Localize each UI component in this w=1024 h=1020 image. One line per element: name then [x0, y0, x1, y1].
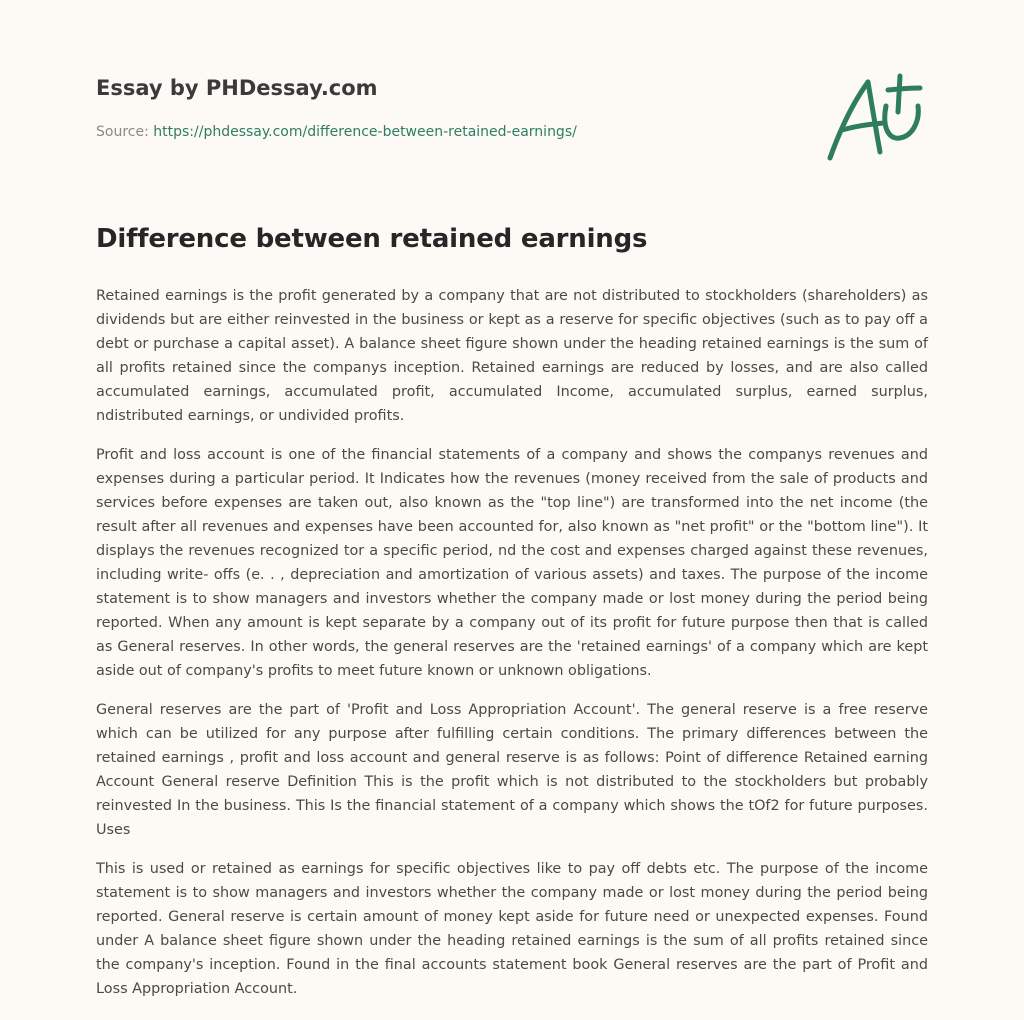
article-body [96, 284, 928, 1016]
source-link[interactable]: https://phdessay.com/difference-between-retained-earnings/ [153, 124, 577, 140]
paragraph-4: This is used or retained as earnings for specific objectives like to pay off debts etc. The purpose of the income statement is to show managers and investors whether the company made or lost money during the period being reported. General reserve is certain amount of money kept aside for future need or unexpected expenses. Found under A balance sheet figure shown under the heading retained earnings is the sum of all profits retained since the company's inception. Found in the final accounts statement book General reserves are the part of Profit and Loss Appropriation Account. [96, 861, 928, 997]
paragraph-2: Profit and loss account is one of the financial statements of a company and shows the companys revenues and expenses during a particular period. It Indicates how the revenues (money received from the sale of products and services before expenses are taken out, also known as the "top line") are transformed into the net income (the result after all revenues and expenses have been accounted for, also known as "net profit" or the "bottom line"). It displays the revenues recognized tor a specific period, nd the cost and expenses charged against these revenues, including write- offs (e. . , depreciation and amortization of various assets) and taxes. The purpose of the income statement is to show managers and investors whether the company made or lost money during the period being reported. When any amount is kept separate by a company out of its profit for future purpose then that is called as General reserves. In other words, the general reserves are the 'retained earnings' of a company which are kept aside out of company's profits to meet future known or unknown obligations. [96, 447, 928, 679]
paragraph-1: Retained earnings is the profit generated by a company that are not distributed to stockholders (shareholders) as dividends but are either reinvested in the business or kept as a reserve for specific objectives (such as to pay off a debt or purchase a capital asset). A balance sheet figure shown under the heading retained earnings is the sum of all profits retained since the companys inception. Retained earnings are reduced by losses, and are also called accumulated earnings, accumulated profit, accumulated Income, accumulated surplus, earned surplus, ndistributed earnings, or undivided profits. [96, 288, 928, 424]
brand-title: Essay by PHDessay.com [96, 76, 378, 100]
article-title: Difference between retained earnings [96, 224, 648, 254]
source-label: Source: [96, 124, 149, 140]
source-line [96, 124, 577, 140]
a-plus-logo-icon [824, 68, 928, 164]
paragraph-3: General reserves are the part of 'Profit and Loss Appropriation Account'. The general reserve is a free reserve which can be utilized for any purpose after fulfilling certain conditions. The primary differences between the retained earnings , profit and loss account and general reserve is as follows: Point of difference Retained earning Account General reserve Definition This is the profit which is not distributed to the stockholders but probably reinvested In the business. This Is the financial statement of a company which shows the tOf2 for future purposes. Uses [96, 702, 928, 838]
